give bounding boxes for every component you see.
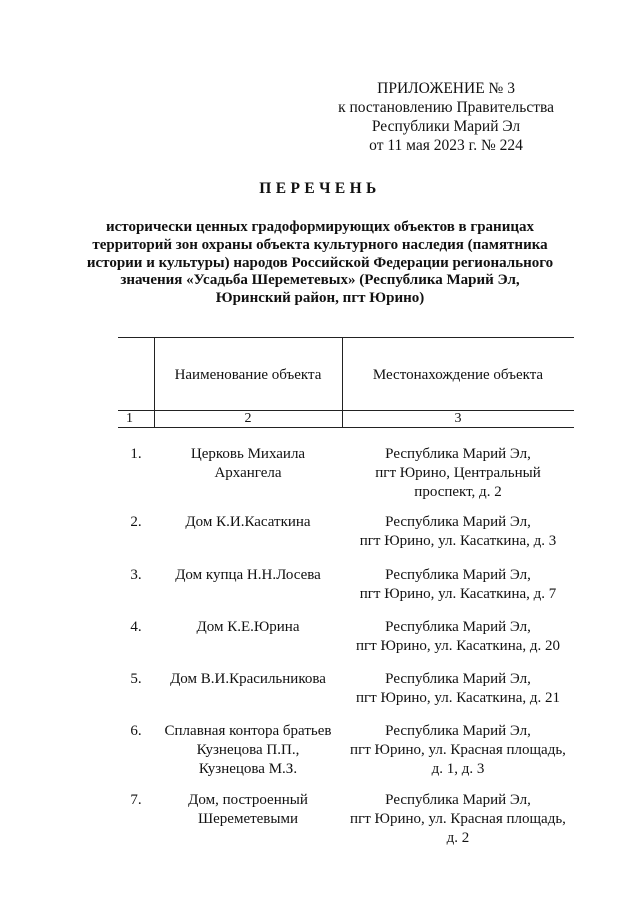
column-number-1: 1 — [126, 411, 133, 426]
object-name — [154, 445, 342, 483]
object-location-line: д. 2 — [446, 830, 470, 846]
object-location-line: пгт Юрино, ул. Красная площадь, — [350, 742, 566, 758]
appendix-date-number: от 11 мая 2023 г. № 224 — [369, 137, 523, 154]
object-name-line: Дом купца Н.Н.Лосева — [175, 567, 321, 583]
object-location — [342, 513, 574, 551]
subtitle-line: истории и культуры) народов Российской Федерации регионального — [86, 254, 554, 271]
header-location-column: Местонахождение объекта — [372, 367, 544, 383]
appendix-block — [338, 79, 554, 155]
table-header — [118, 337, 574, 428]
object-location-line: д. 1, д. 3 — [431, 761, 485, 777]
object-name — [154, 513, 342, 532]
appendix-resolution-ref: к постановлению Правительства — [338, 99, 554, 116]
object-location-line: пгт Юрино, Центральный — [375, 465, 541, 481]
object-location-line: Республика Марий Эл, — [385, 446, 531, 462]
object-name-line: Церковь Михаила — [190, 446, 306, 462]
object-location-line: пгт Юрино, ул. Касаткина, д. 21 — [355, 690, 561, 706]
object-location — [342, 670, 574, 708]
object-location-line: Республика Марий Эл, — [385, 723, 531, 739]
appendix-government: Республики Марий Эл — [371, 118, 521, 135]
object-location — [342, 722, 574, 779]
object-location-line: Республика Марий Эл, — [385, 671, 531, 687]
subtitle-line: исторически ценных градоформирующих объектов в границах — [105, 219, 534, 235]
object-location-line: Республика Марий Эл, — [385, 792, 531, 808]
object-name — [154, 791, 342, 829]
column-number-3: 3 — [454, 411, 462, 426]
subtitle-line: Юринский район, пгт Юрино) — [215, 290, 425, 307]
object-name-line: Кузнецова П.П., — [196, 742, 300, 758]
object-location — [342, 445, 574, 502]
object-name — [154, 566, 342, 585]
object-name-line: Дом, построенный — [188, 792, 308, 808]
object-name-line: Архангела — [214, 465, 282, 481]
object-location — [342, 791, 574, 848]
row-number: 3. — [130, 567, 142, 583]
object-name-line: Сплавная контора братьев — [164, 723, 332, 739]
row-number: 7. — [130, 792, 142, 808]
object-location-line: Республика Марий Эл, — [385, 567, 531, 583]
object-name-line: Дом К.И.Касаткина — [185, 514, 311, 530]
row-number: 2. — [130, 514, 142, 530]
object-name-line: Шереметевыми — [198, 811, 298, 827]
object-location-line: Республика Марий Эл, — [385, 619, 531, 635]
object-name — [154, 618, 342, 637]
header-name-column: Наименование объекта — [174, 367, 322, 383]
object-location-line: Республика Марий Эл, — [385, 514, 531, 530]
object-location-line: пгт Юрино, ул. Касаткина, д. 20 — [355, 638, 561, 654]
subtitle-line: территорий зон охраны объекта культурного наследия (памятника — [92, 236, 548, 253]
row-number: 5. — [130, 671, 142, 687]
object-name — [154, 722, 342, 779]
column-number-2: 2 — [244, 411, 252, 426]
object-location-line: проспект, д. 2 — [414, 484, 502, 500]
object-name-line: Кузнецова М.З. — [198, 761, 298, 777]
row-number: 4. — [130, 619, 142, 635]
row-number: 6. — [130, 723, 142, 739]
object-location — [342, 618, 574, 656]
object-name — [154, 670, 342, 689]
row-number: 1. — [130, 446, 142, 462]
document-title: ПЕРЕЧЕНЬ — [259, 180, 381, 197]
object-location-line: пгт Юрино, ул. Красная площадь, — [350, 811, 566, 827]
object-name-line: Дом К.Е.Юрина — [196, 619, 300, 635]
subtitle-line: значения «Усадьба Шереметевых» (Республика Марий Эл, — [120, 272, 520, 289]
object-location — [342, 566, 574, 604]
appendix-number: ПРИЛОЖЕНИЕ № 3 — [377, 80, 515, 97]
object-location-line: пгт Юрино, ул. Касаткина, д. 7 — [359, 586, 557, 602]
document-subtitle — [0, 219, 640, 308]
object-name-line: Дом В.И.Красильникова — [170, 671, 326, 687]
object-location-line: пгт Юрино, ул. Касаткина, д. 3 — [359, 533, 557, 549]
header-bottom-line — [118, 427, 574, 428]
